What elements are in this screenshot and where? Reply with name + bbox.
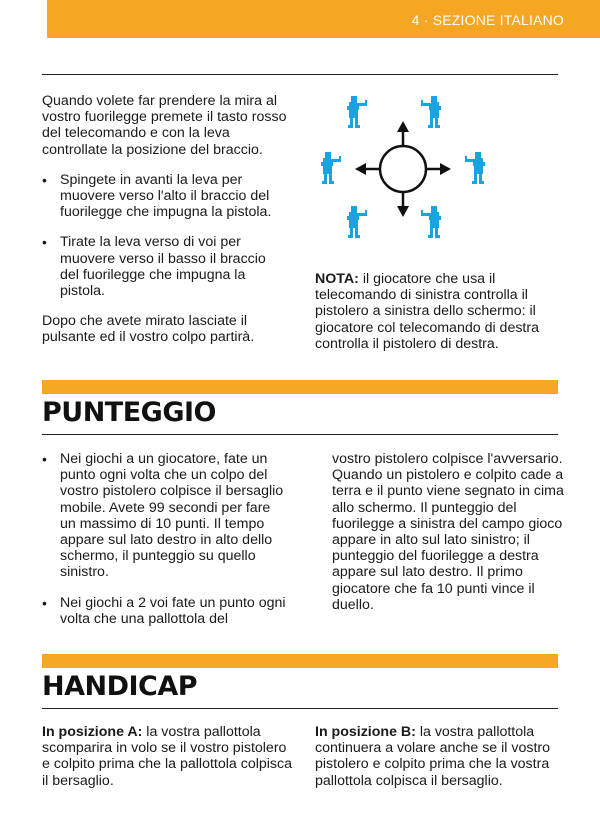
punteggio-divider-bar bbox=[42, 380, 558, 394]
punteggio-right-column bbox=[332, 451, 564, 627]
punteggio-bullet-list bbox=[42, 451, 287, 627]
handicap-a-text: la vostra pallottola scomparira in volo se il vostro pistolero e colpito prima che la pallottola colpisca il bersaglio. bbox=[42, 724, 292, 789]
list-item: • Spingete in avanti la leva per muovere verso l'alto il braccio del fuorilegge che impugna la pistola. bbox=[42, 172, 287, 221]
handicap-a-block bbox=[42, 724, 292, 789]
nota-block bbox=[315, 271, 565, 352]
list-item: • Tirate la leva verso di voi per muovere verso il basso il braccio del fuorilegge che impugna la pistola. bbox=[42, 234, 287, 299]
handicap-b-block bbox=[315, 724, 567, 789]
handicap-a-label: In posizione A: bbox=[42, 724, 143, 740]
list-item: • Nei giochi a un giocatore, fate un punto ogni volta che un colpo del vostro pistolero colpisce il bersaglio mobile. Avete 99 secondi per fare un massimo di 10 punti. Il tempo appare sul lato destro in alto dello schermo, il punteggio su quello sinistro. bbox=[42, 451, 287, 581]
joystick-direction-diagram-icon bbox=[315, 92, 491, 242]
punteggio-left-column bbox=[42, 451, 287, 641]
punteggio-rule bbox=[42, 434, 558, 435]
direction-arrows bbox=[364, 130, 442, 208]
section-header: 4 · SEZIONE ITALIANO bbox=[411, 12, 564, 28]
nota-text: il giocatore che usa il telecomando di sinistra controlla il pistolero a sinistra dello schermo: il giocatore col telecomando di destra controlla il pistolero di destra. bbox=[315, 271, 539, 352]
top-rule bbox=[42, 74, 558, 75]
header-bar bbox=[47, 0, 600, 38]
intro-closing: Dopo che avete mirato lasciate il pulsante ed il vostro colpo partirà. bbox=[42, 313, 255, 346]
intro-bullet-list bbox=[42, 172, 287, 299]
list-item: • Nei giochi a 2 voi fate un punto ogni volta che una pallottola del bbox=[42, 595, 287, 627]
handicap-b-label: In posizione B: bbox=[315, 724, 416, 740]
punteggio-continued: vostro pistolero colpisce l'avversario. Quando un pistolero e colpito cade a terra e il punto viene segnato in cima allo schermo. Il punteggio del fuorilegge a sinistra del campo gioco appare in alto sul lato sinistro; il punteggio del fuorilegge a destra appare sul lato destro. Il primo giocatore che fa 10 punti vince il duello. bbox=[332, 451, 564, 613]
handicap-rule bbox=[42, 708, 558, 709]
intro-paragraph: Quando volete far prendere la mira al vostro fuorilegge premete il tasto rosso del telecomando e con la leva controllate la posizione del braccio. bbox=[42, 93, 287, 158]
handicap-b-text: la vostra pallottola continuera a volare anche se il vostro pistolero e colpito prima che la vostra pallottola colpisca il bersaglio. bbox=[315, 724, 551, 789]
handicap-title: HANDICAP bbox=[42, 671, 198, 702]
handicap-divider-bar bbox=[42, 654, 558, 668]
punteggio-title: PUNTEGGIO bbox=[42, 397, 216, 428]
nota-label: NOTA: bbox=[315, 271, 359, 287]
intro-column bbox=[42, 93, 287, 360]
